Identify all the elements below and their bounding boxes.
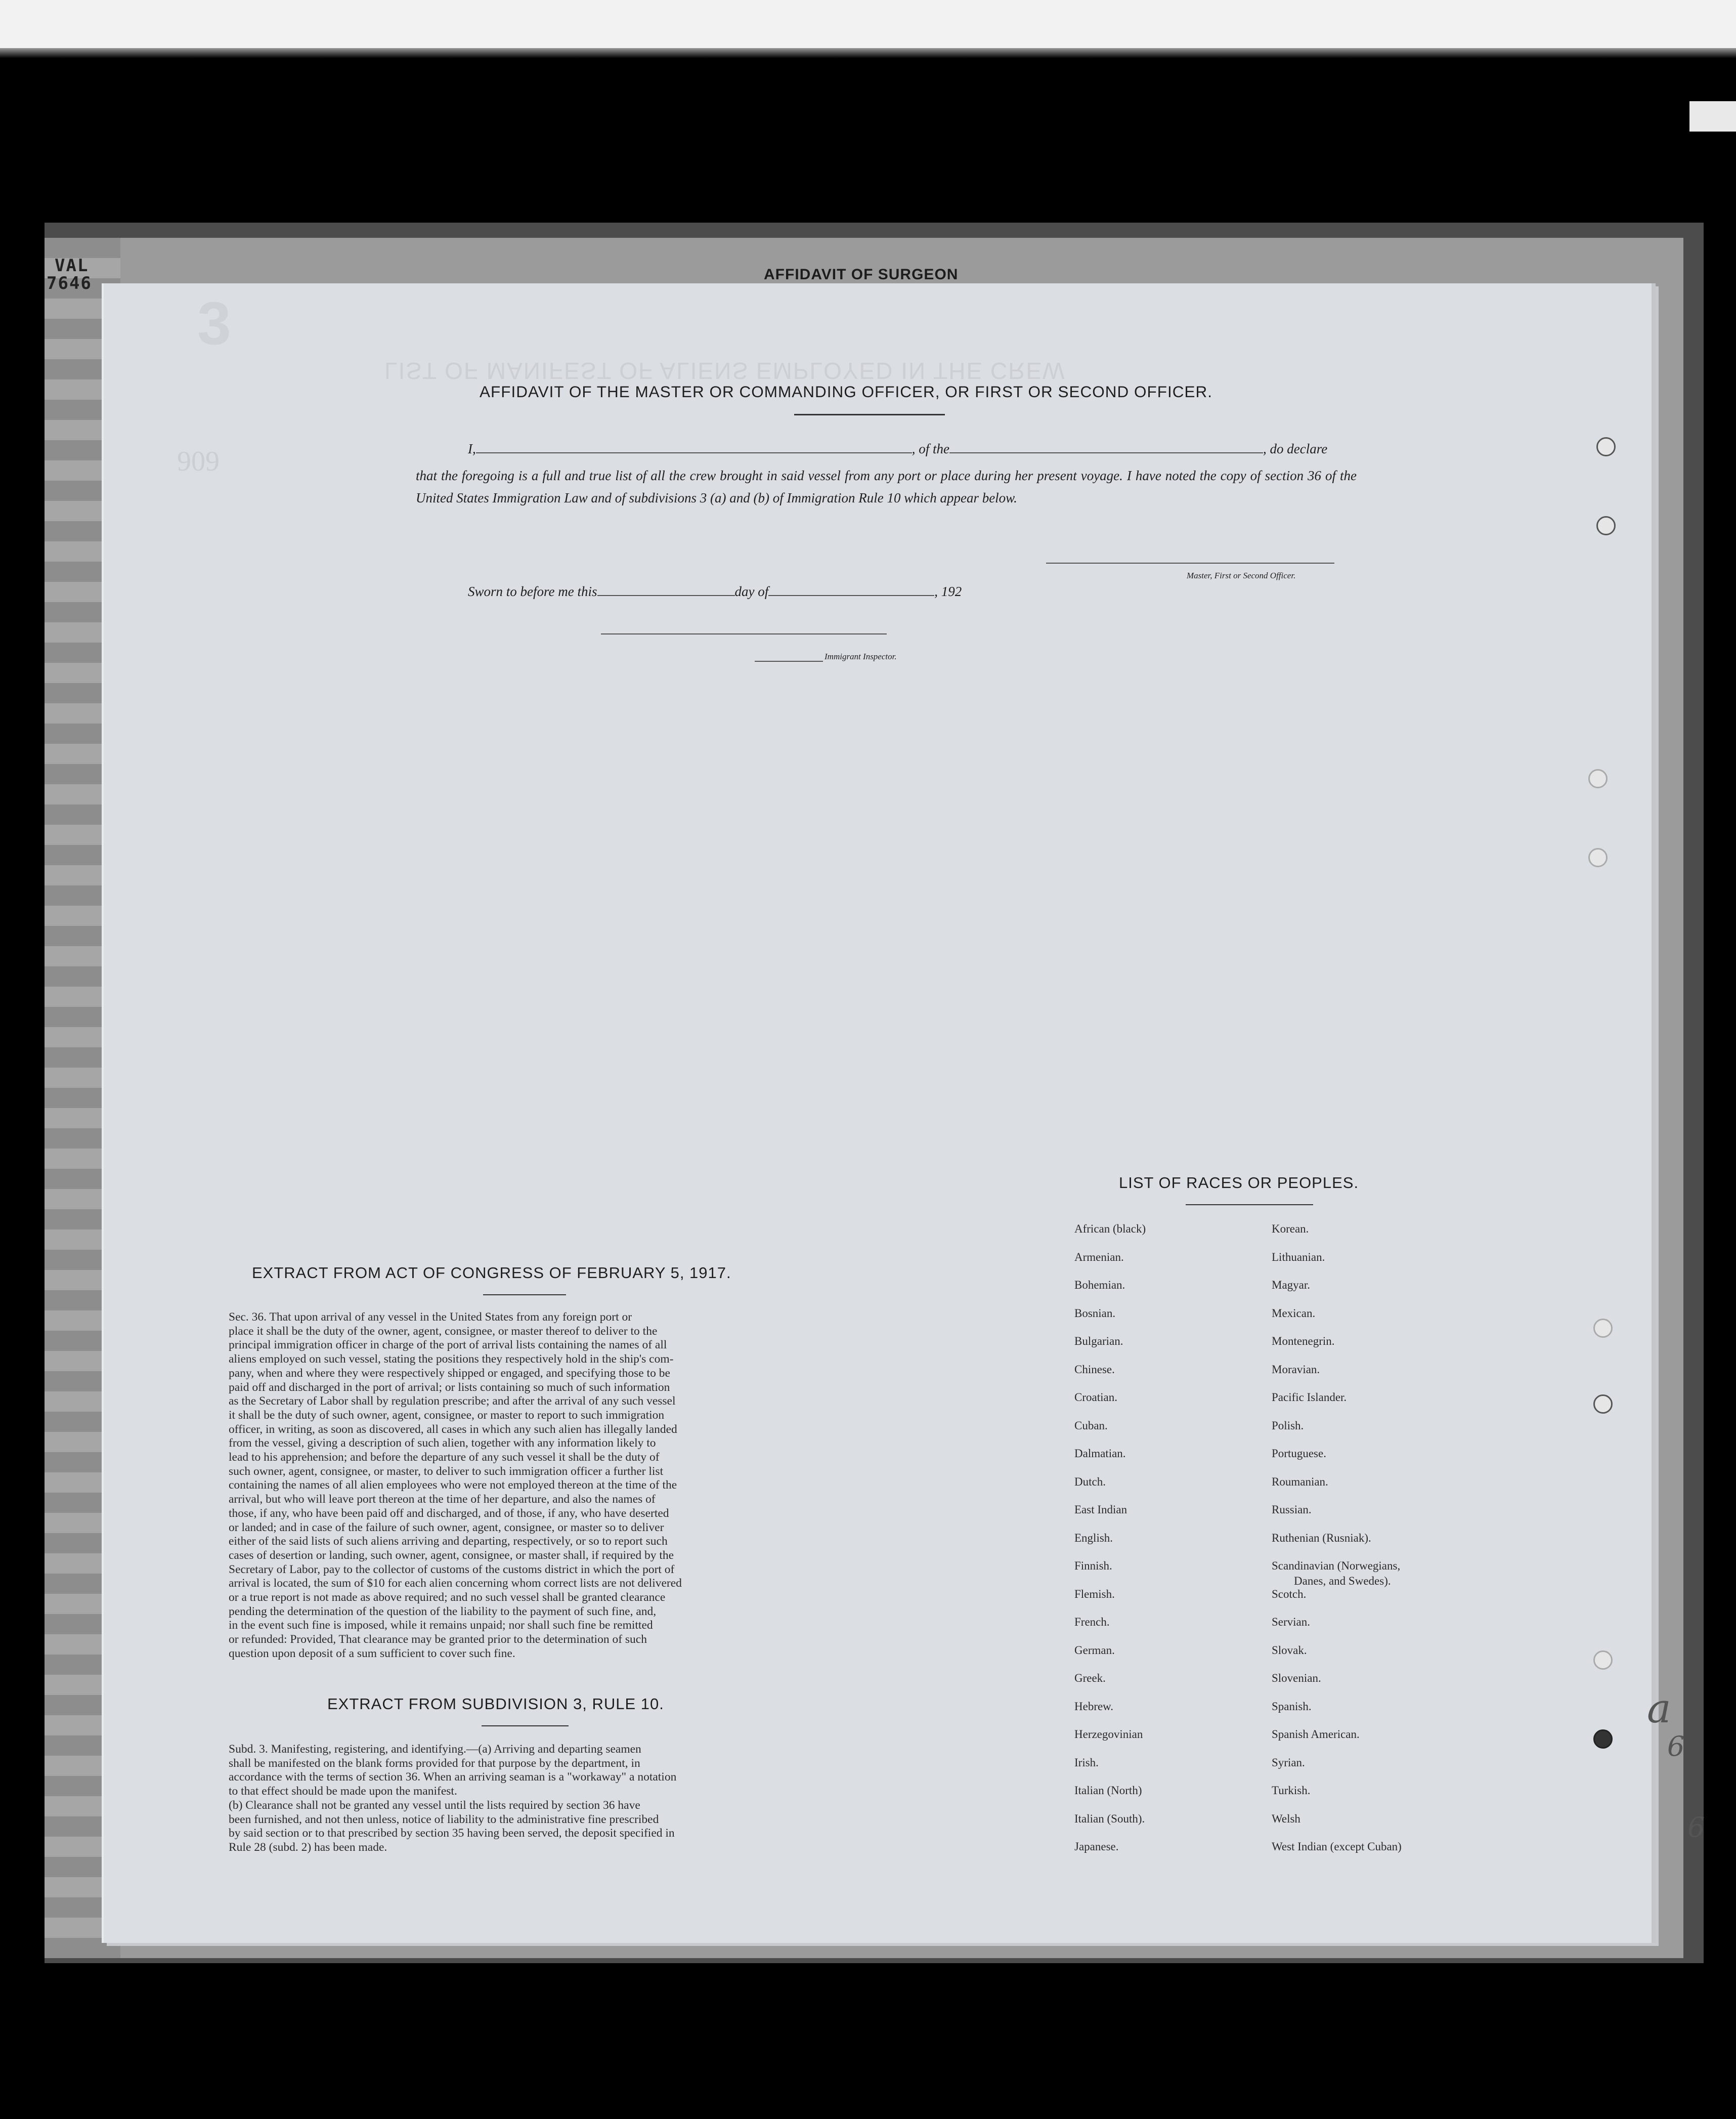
sworn-day-label: day of [734,584,769,599]
text-line: from the vessel, giving a description of such alien, together with any information likely to [229,1436,656,1450]
text-line: pending the determination of the question of the liability to the payment of such fine, and, [229,1604,657,1618]
signature-line[interactable] [1046,563,1334,564]
race-item: Servian. [1272,1616,1311,1628]
race-item: East Indian [1074,1503,1127,1516]
race-item: Finnish. [1074,1559,1112,1572]
text-line: either of the said lists of such aliens arriving and departing, respectively, or so to report such [229,1535,668,1548]
text-line: shall be manifested on the blank forms provided for that purpose by the department, in [229,1756,640,1770]
film-top-shadow [0,48,1736,58]
text-line: cases of desertion or landing, such owner, agent, consignee, or master shall, if required by the [229,1548,674,1562]
text-line: aliens employed on such vessel, stating the positions they respectively hold in the ship's com- [229,1352,674,1366]
race-item: Scandinavian (Norwegians, [1272,1559,1401,1572]
inspector-signature-line[interactable] [601,633,887,634]
race-item: African (black) [1074,1222,1146,1235]
decl-i: I, [468,441,476,456]
declaration-body: that the foregoing is a full and true list of all the crew brought in said vessel from any port or place during her present voyage. I have noted the copy of section 36 of the United States Immigration Law and of subdivisions 3 (a) and (b) of Immigration Rule 10 which appear below. [416,468,1357,505]
race-item: Turkish. [1272,1784,1311,1797]
race-item: Magyar. [1272,1279,1311,1291]
punch-hole [1593,1319,1613,1338]
text-line: accordance with the terms of section 36. When an arriving seaman is a "workaway" a notation [229,1770,677,1784]
race-item: Portuguese. [1272,1447,1326,1460]
sworn-line [468,584,1075,600]
text-line: in the event such fine is imposed, while it remains unpaid; nor shall such fine be remitted [229,1619,653,1632]
text-line: such owner, agent, consignee, or master, to deliver to such immigration officer a further list [229,1464,664,1478]
sworn-year: , 192 [934,584,962,599]
race-item: Polish. [1272,1419,1304,1432]
decl-do-declare: , do declare [1263,441,1328,456]
race-item: Italian (South). [1074,1812,1145,1825]
race-item-continued: Danes, and Swedes). [1294,1575,1391,1587]
race-item: Bulgarian. [1074,1335,1123,1347]
stub-label-1: VAL [55,256,89,276]
sworn-day-blank[interactable] [597,586,735,596]
race-item: Scotch. [1272,1587,1307,1600]
race-item: Herzegovinian [1074,1728,1143,1741]
pencil-mark: a [1647,1685,1671,1732]
race-item: Roumanian. [1272,1475,1328,1488]
race-item: Montenegrin. [1272,1335,1335,1347]
race-item: Slovak. [1272,1643,1307,1657]
race-item: Spanish American. [1272,1728,1360,1741]
punch-hole [1588,848,1608,867]
text-line: Secretary of Labor, pay to the collector of customs of the customs district in which the port of [229,1562,675,1576]
race-item: Korean. [1272,1222,1309,1235]
pencil-mark: 6 [1667,1730,1685,1762]
race-item: Spanish. [1272,1700,1312,1713]
race-item: German. [1074,1643,1115,1657]
race-item: Croatian. [1074,1391,1117,1404]
races-rule [1186,1204,1313,1205]
bleed-through-heading: LIST OF MANIFEST OF ALIENS EMPLOYED IN THE CREW [384,358,1066,384]
race-item: French. [1074,1616,1110,1628]
race-item: West Indian (except Cuban) [1272,1840,1402,1853]
text-line: arrival is located, the sum of $10 for each alien concerning whom correct lists are not delivered [229,1577,682,1590]
race-item: Armenian. [1074,1250,1124,1263]
declaration-first-line [468,441,1358,457]
race-item: Welsh [1272,1812,1300,1825]
vessel-blank[interactable] [949,443,1263,453]
text-line: as the Secretary of Labor shall by regulation prescribe; and after the arrival of any such vessel [229,1394,676,1408]
text-line: arrival, but who will leave port thereon at the time of her departure, and also the names of [229,1493,656,1506]
extract-act-body [229,1310,806,1661]
text-line: those, if any, who have been paid off and discharged, and of those, if any, who have deserted [229,1506,669,1520]
text-line: containing the names of all alien employees who were not employed thereon at the time of the [229,1478,677,1492]
bleed-through-number: 909 [177,446,220,477]
underlying-sheet-title: AFFIDAVIT OF SURGEON [764,266,959,283]
text-line: (b) Clearance shall not be granted any vessel until the lists required by section 36 have [229,1798,640,1812]
text-line: paid off and discharged in the port of arrival; or lists containing so much of such information [229,1380,670,1394]
race-item: Moravian. [1272,1363,1320,1376]
heading-rule [794,414,945,415]
punch-hole [1596,437,1616,456]
text-line: lead to his apprehension; and before the departure of any such vessel it shall be the duty of [229,1451,660,1464]
text-line: it shall be the duty of such owner, agent, consignee, or master to report to such immigration [229,1408,665,1422]
punch-hole [1596,516,1616,535]
race-item: Dutch. [1074,1475,1106,1488]
race-item: Greek. [1074,1672,1106,1684]
text-line: to that effect should be made upon the manifest. [229,1785,457,1798]
sworn-prefix: Sworn to before me this [468,584,597,599]
extract-rule-body [229,1743,806,1855]
extract-rule-rule [482,1725,569,1726]
race-item: Ruthenian (Rusniak). [1272,1531,1371,1544]
race-item: Italian (North) [1074,1784,1142,1797]
bleed-through-mark: 3 [197,289,231,357]
race-item: Bohemian. [1074,1279,1125,1291]
race-item: Cuban. [1074,1419,1108,1432]
affidavit-heading: AFFIDAVIT OF THE MASTER OR COMMANDING OFFICER, OR FIRST OR SECOND OFFICER. [480,383,1212,401]
decl-of-the: , of the [912,441,949,456]
race-item: Syrian. [1272,1756,1305,1769]
film-top-band [0,0,1736,48]
name-blank[interactable] [476,443,912,453]
race-item: Mexican. [1272,1306,1316,1320]
punch-hole [1593,1394,1613,1414]
punch-hole [1588,769,1608,788]
stub-label-2: 7646 [47,273,92,293]
extract-rule-heading: EXTRACT FROM SUBDIVISION 3, RULE 10. [327,1695,664,1713]
text-line: Sec. 36. That upon arrival of any vessel in the United States from any foreign port or [229,1310,632,1324]
text-line: Rule 28 (subd. 2) has been made. [229,1840,387,1854]
race-item: Japanese. [1074,1840,1119,1853]
sworn-month-blank[interactable] [768,586,934,596]
race-item: Pacific Islander. [1272,1391,1347,1404]
extract-act-rule [483,1294,566,1295]
pencil-mark: 6 [1687,1811,1705,1843]
text-line: officer, in writing, as soon as discovered, all cases in which any such alien has illegally landed [229,1422,677,1436]
text-line: place it shall be the duty of the owner, agent, consignee, or master thereof to deliver to the [229,1324,658,1338]
punch-hole [1593,1650,1613,1670]
signature-label: Master, First or Second Officer. [1187,571,1296,580]
race-item: Slovenian. [1272,1672,1321,1684]
punch-hole [1593,1729,1613,1749]
text-line: pany, when and where they were respectively shipped or engaged, and specifying those to be [229,1366,670,1380]
text-line: or refunded: Provided, That clearance may be granted prior to the determination of such [229,1633,647,1646]
race-item: Flemish. [1074,1587,1115,1600]
race-item: Russian. [1272,1503,1312,1516]
inspector-label: Immigrant Inspector. [824,652,897,661]
document-sheet [104,283,1656,1943]
races-heading: LIST OF RACES OR PEOPLES. [1119,1174,1359,1192]
race-item: Bosnian. [1074,1306,1116,1320]
race-item: English. [1074,1531,1113,1544]
race-item: Chinese. [1074,1363,1115,1376]
race-item: Irish. [1074,1756,1099,1769]
race-item: Dalmatian. [1074,1447,1126,1460]
race-item: Lithuanian. [1272,1250,1325,1263]
text-line: by said section or to that prescribed by section 35 having been served, the deposit specified in [229,1827,675,1840]
race-item: Hebrew. [1074,1700,1114,1713]
text-line: question upon deposit of a sum sufficient to cover such fine. [229,1646,515,1660]
film-edge-mark [1689,101,1736,132]
extract-act-heading: EXTRACT FROM ACT OF CONGRESS OF FEBRUARY 5, 1917. [252,1264,731,1282]
text-line: principal immigration officer in charge of the port of arrival lists containing the names of all [229,1338,667,1352]
inspector-short-line [755,661,823,662]
text-line: Subd. 3. Manifesting, registering, and identifying.—(a) Arriving and departing seamen [229,1743,641,1756]
text-line: or landed; and in case of the failure of such owner, agent, consignee, or master so to deliver [229,1520,664,1534]
text-line: been furnished, and not then unless, notice of liability to the administrative fine prescribed [229,1812,659,1826]
text-line: or a true report is not made as above required; and no such vessel shall be granted clearance [229,1591,666,1604]
